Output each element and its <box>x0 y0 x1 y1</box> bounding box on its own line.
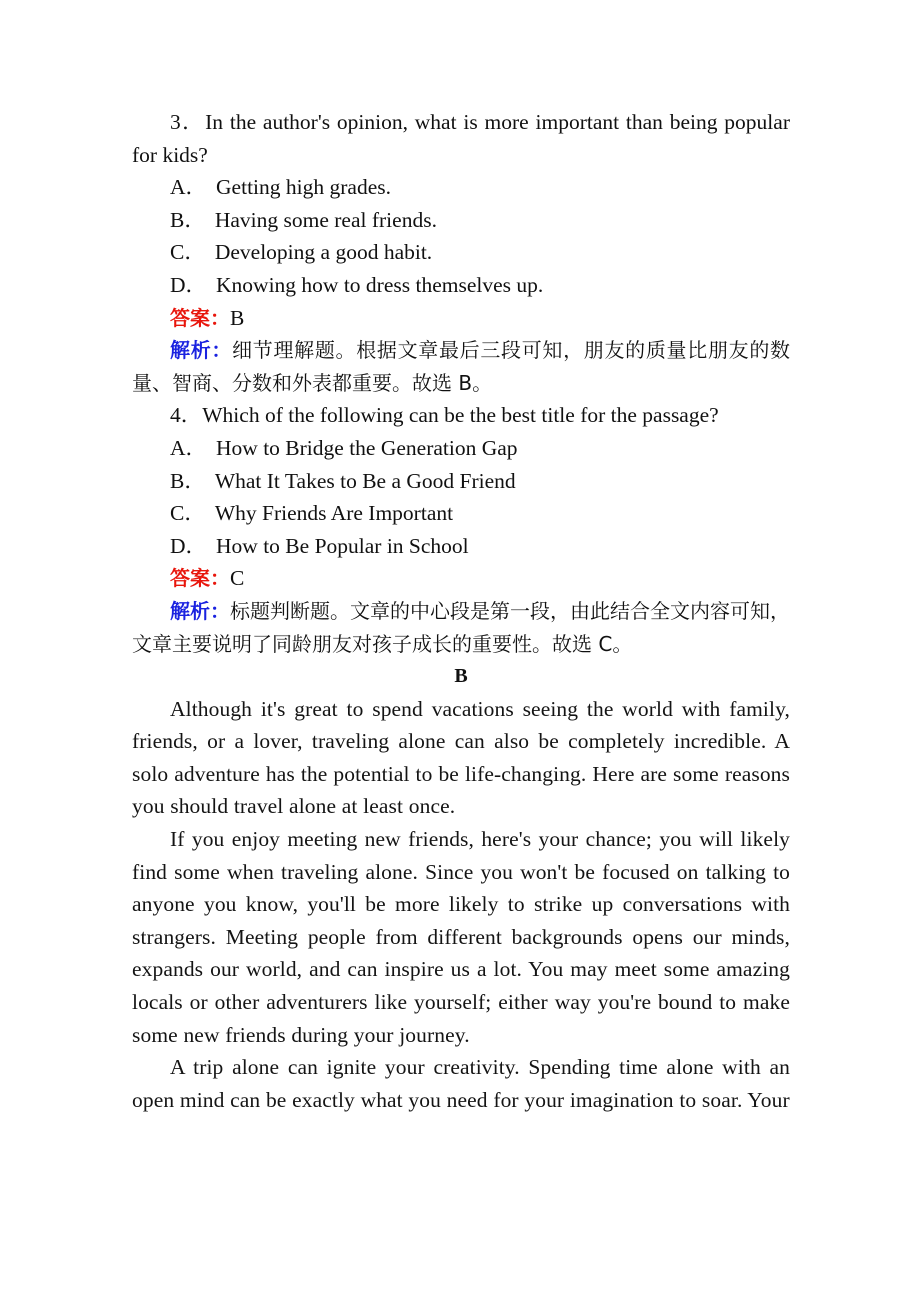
option-letter: C． <box>170 240 206 265</box>
question-text-4: Which of the following can be the best title for the passage? <box>202 403 719 428</box>
analysis-text-3: 细节理解题。根据文章最后三段可知，朋友的质量比朋友的数量、智商、分数和外表都重要。故选 B。 <box>132 338 791 395</box>
option-text: Getting high grades. <box>216 175 391 200</box>
option-text: Developing a good habit. <box>214 240 433 265</box>
option-4-c[interactable] <box>132 497 790 530</box>
answer-label: 答案： <box>170 566 230 591</box>
answer-line-4 <box>132 562 790 595</box>
passage-paragraph-2: If you enjoy meeting new friends, here's your chance; you will likely find some when traveling alone. Since you won't be focused on talking to anyone you know, you'll be more likely to strike up conversations with strangers. Meeting people from different backgrounds opens our minds, expands our world, and can inspire us a lot. You may meet some amazing locals or other adventurers like yourself; either way you're bound to make some new friends during your journey. <box>132 827 790 1047</box>
analysis-block-4 <box>132 595 790 660</box>
option-letter: A． <box>170 175 208 200</box>
passage-heading-b: B <box>454 665 468 688</box>
passage-paragraph-3: A trip alone can ignite your creativity. Spending time alone with an open mind can be exactly what you need for your imagination to soar. Your <box>132 1055 790 1112</box>
option-letter: B． <box>170 207 206 232</box>
option-text: How to Be Popular in School <box>216 533 469 558</box>
passage-paragraph-1: Although it's great to spend vacations seeing the world with family, friends, or a lover, traveling alone can also be completely incredible. A solo adventure has the potential to be life-changing. Here are some reasons you should travel alone at least once. <box>132 696 790 819</box>
analysis-label: 解析： <box>170 338 233 363</box>
question-number-3: 3． <box>170 110 206 134</box>
analysis-block-3 <box>132 334 790 399</box>
option-3-b[interactable] <box>132 204 790 237</box>
option-3-a[interactable] <box>132 171 790 204</box>
passage-section-b <box>132 660 790 1116</box>
option-4-b[interactable] <box>132 465 790 498</box>
analysis-text-4: 标题判断题。文章的中心段是第一段，由此结合全文内容可知，文章主要说明了同龄朋友对孩子成长的重要性。故选 C。 <box>132 598 790 656</box>
question-block-3 <box>132 106 790 399</box>
answer-value-3: B <box>230 305 245 330</box>
option-letter: B． <box>170 468 206 493</box>
option-text: What It Takes to Be a Good Friend <box>214 468 516 493</box>
option-4-d[interactable] <box>132 530 790 563</box>
option-text: Why Friends Are Important <box>214 501 454 526</box>
option-letter: C． <box>170 501 206 526</box>
page-content <box>132 106 790 1116</box>
analysis-label: 解析： <box>170 598 230 623</box>
option-letter: D． <box>170 533 208 558</box>
option-text: Having some real friends. <box>214 207 437 232</box>
question-block-4 <box>132 399 790 660</box>
answer-label: 答案： <box>170 305 230 330</box>
option-3-c[interactable] <box>132 236 790 269</box>
question-stem-3 <box>132 106 790 171</box>
option-4-a[interactable] <box>132 432 790 465</box>
option-letter: A． <box>170 435 208 460</box>
question-stem-4 <box>132 399 790 432</box>
answer-line-3 <box>132 302 790 335</box>
question-text-3: In the author's opinion, what is more important than being popular for kids? <box>132 110 790 167</box>
answer-value-4: C <box>230 566 245 591</box>
option-text: Knowing how to dress themselves up. <box>216 272 544 297</box>
question-number-4: 4． <box>170 403 203 428</box>
option-3-d[interactable] <box>132 269 790 302</box>
option-letter: D． <box>170 272 208 297</box>
option-text: How to Bridge the Generation Gap <box>216 435 518 460</box>
